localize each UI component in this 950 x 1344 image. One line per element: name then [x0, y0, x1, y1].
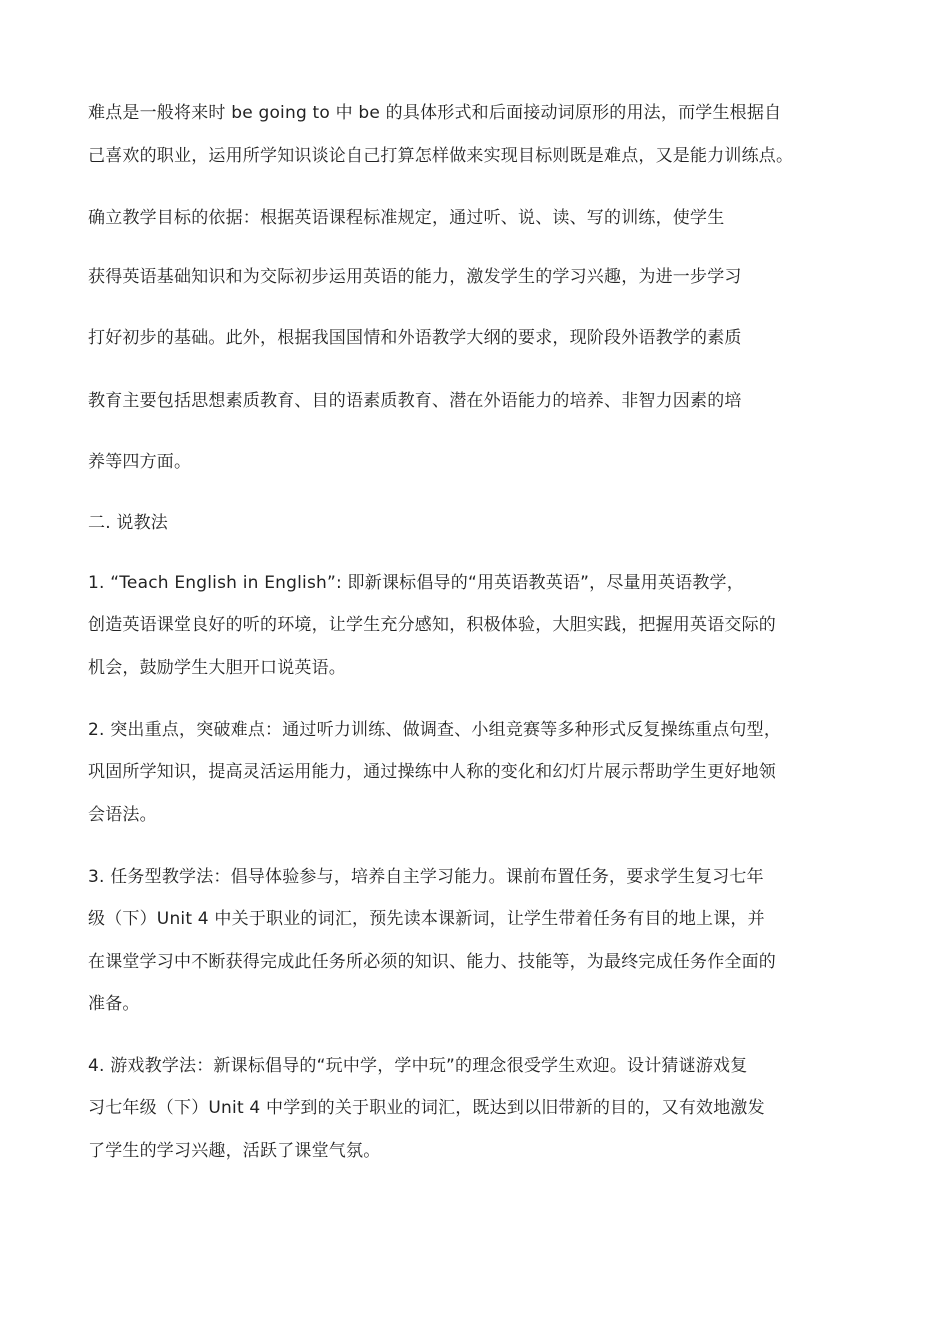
section-heading: 二. 说教法	[88, 513, 169, 533]
method-line: 在课堂学习中不断获得完成此任务所必须的知识、能力、技能等，为最终完成任务作全面的	[88, 952, 776, 972]
method-line: 了学生的学习兴趣，活跃了课堂气氛。	[88, 1141, 381, 1161]
method-line: 创造英语课堂良好的听的环境，让学生充分感知，积极体验，大胆实践，把握用英语交际的	[88, 615, 776, 635]
method-line: 会语法。	[88, 805, 157, 825]
paragraph-line: 己喜欢的职业，运用所学知识谈论自己打算怎样做来实现目标则既是难点，又是能力训练点。	[88, 146, 794, 166]
method-line: 级（下）Unit 4 中关于职业的词汇，预先读本课新词，让学生带着任务有目的地上课，并	[88, 909, 765, 929]
paragraph-line: 确立教学目标的依据：根据英语课程标准规定，通过听、说、读、写的训练，使学生	[88, 208, 725, 228]
method-line: 机会，鼓励学生大胆开口说英语。	[88, 658, 346, 678]
paragraph-line: 打好初步的基础。此外，根据我国国情和外语教学大纲的要求，现阶段外语教学的素质	[88, 328, 742, 348]
paragraph-line: 难点是一般将来时 be going to 中 be 的具体形式和后面接动词原形的用法，而学生根据自	[88, 103, 782, 123]
method-line: 巩固所学知识，提高灵活运用能力，通过操练中人称的变化和幻灯片展示帮助学生更好地领	[88, 762, 776, 782]
method-line: 习七年级（下）Unit 4 中学到的关于职业的词汇，既达到以旧带新的目的，又有效地激发	[88, 1098, 765, 1118]
method-line: 3. 任务型教学法：倡导体验参与，培养自主学习能力。课前布置任务，要求学生复习七年	[88, 867, 764, 887]
paragraph-line: 获得英语基础知识和为交际初步运用英语的能力，激发学生的学习兴趣，为进一步学习	[88, 267, 742, 287]
method-line: 2. 突出重点，突破难点：通过听力训练、做调查、小组竞赛等多种形式反复操练重点句型，	[88, 720, 782, 740]
method-line: 准备。	[88, 994, 140, 1014]
paragraph-line: 教育主要包括思想素质教育、目的语素质教育、潜在外语能力的培养、非智力因素的培	[88, 391, 742, 411]
method-line: 4. 游戏教学法：新课标倡导的“玩中学，学中玩”的理念很受学生欢迎。设计猜谜游戏复	[88, 1056, 748, 1076]
method-line: 1. “Teach English in English”: 即新课标倡导的“用英语教英语”，尽量用英语教学，	[88, 573, 744, 593]
paragraph-line: 养等四方面。	[88, 452, 192, 472]
